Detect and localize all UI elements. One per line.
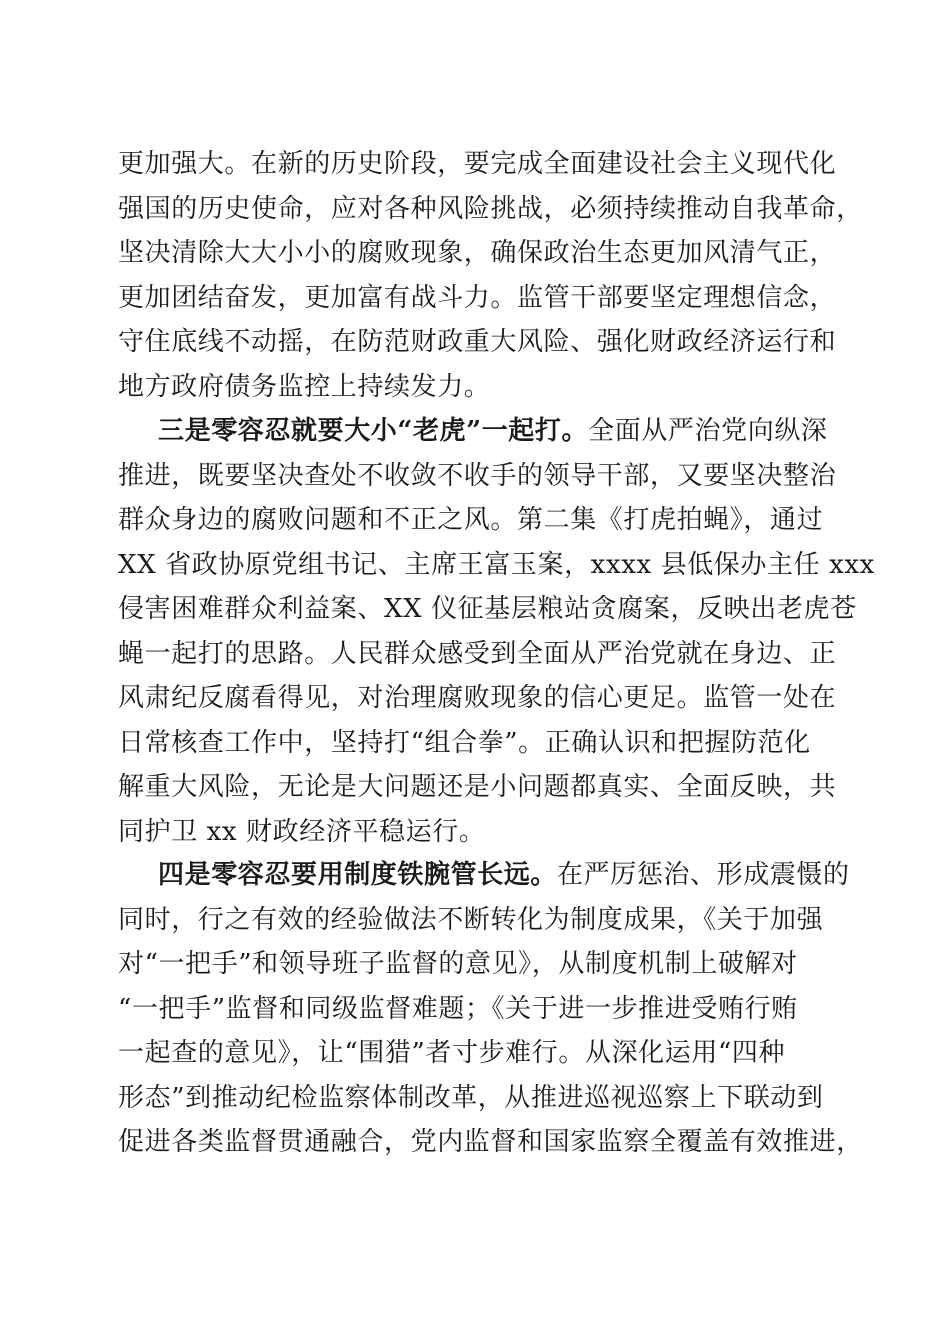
text-run: 在严厉惩治、形成震慑的 (557, 860, 850, 890)
paragraph-heading: 三是零容忍就要大小“老虎”一起打。 (158, 416, 589, 446)
text-line: 一起查的意见》，让“围猎”者寸步难行。从深化运用“四种 (118, 1038, 786, 1068)
text-line-first (118, 853, 850, 898)
text-line: 更加团结奋发，更加富有战斗力。监管干部要坚定理想信念， (118, 282, 837, 313)
text-line: 蝇一起打的思路。人民群众感受到全面从严治党就在身边、正 (118, 638, 837, 669)
text-line: XX 省政协原党组书记、主席王富玉案，xxxx 县低保办主任 xxx (118, 549, 875, 580)
text-line: 风肃纪反腐看得见，对治理腐败现象的信心更足。监管一处在 (118, 683, 837, 713)
paragraph-2 (118, 409, 875, 854)
text-line-first (118, 409, 838, 454)
text-line: 侵害困难群众利益案、XX 仪征基层粮站贪腐案，反映出老虎苍 (118, 594, 857, 624)
text-line: 同护卫 xx 财政经济平稳运行。 (118, 816, 486, 847)
text-line: 推进，既要坚决查处不收敛不收手的领导干部，又要坚决整治 (118, 460, 837, 491)
text-line: 强国的历史使命，应对各种风险挑战，必须持续推动自我革命， (118, 193, 863, 224)
text-line: 地方政府债务监控上持续发力。 (118, 371, 491, 402)
text-line: 日常核查工作中，坚持打“组合拳”。正确认识和把握防范化 (118, 727, 811, 758)
text-line: 对“一把手”和领导班子监督的意见》，从制度机制上破解对 (118, 949, 798, 979)
text-line: 同时，行之有效的经验做法不断转化为制度成果，《关于加强 (118, 904, 824, 935)
text-line: 守住底线不动摇，在防范财政重大风险、强化财政经济运行和 (118, 327, 837, 357)
paragraph-3 (118, 853, 863, 1165)
text-line: 坚决清除大大小小的腐败现象，确保政治生态更加风清气正， (118, 238, 837, 268)
text-line: 解重大风险，无论是大问题还是小问题都真实、全面反映，共 (118, 772, 837, 802)
text-line: 群众身边的腐败问题和不正之风。第二集《打虎拍蝇》，通过 (118, 505, 824, 535)
text-line: “一把手”监督和同级监督难题；《关于进一步推进受贿行贿 (118, 993, 798, 1024)
paragraph-heading: 四是零容忍要用制度铁腕管长远。 (158, 860, 558, 890)
text-line: 更加强大。在新的历史阶段，要完成全面建设社会主义现代化 (118, 149, 837, 179)
text-run: 全面从严治党向纵深 (588, 416, 828, 446)
text-line: 促进各类监督贯通融合，党内监督和国家监察全覆盖有效推进， (118, 1127, 863, 1157)
paragraph-1 (118, 142, 863, 409)
text-line: 形态”到推动纪检监察体制改革，从推进巡视巡察上下联动到 (118, 1082, 824, 1113)
